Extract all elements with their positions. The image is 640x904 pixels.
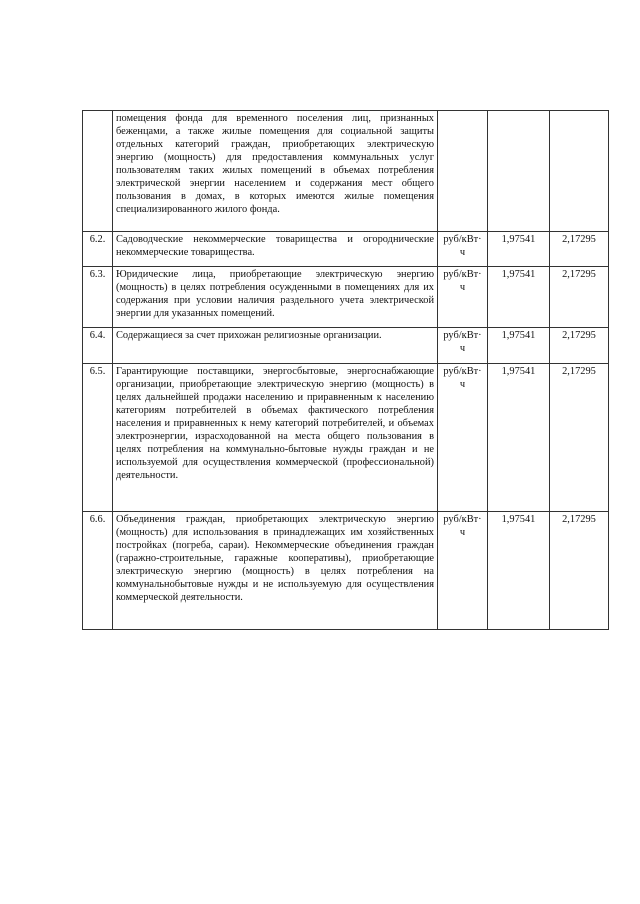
row-description: Объединения граждан, приобретающих электрическую энергию (мощность) для использования в принадлежащих им хозяйственных постройках (погреба, сараи). Некоммерческие объединения граждан (гаражно-строительные, гаражные кооперативы), приобретающие электрическую энергию (мощность) в целях потребления на коммунальнобытовые нужды и не используемую для осуществления коммерческой деятельности. (113, 512, 438, 630)
row-value-2: 2,17295 (550, 364, 609, 512)
row-number: 6.3. (83, 267, 113, 328)
row-description: Гарантирующие поставщики, энергосбытовые, энергоснабжающие организации, приобретающие электрическую энергию (мощность) в целях дальнейшей продажи населению и приравненным к населению категориям потребителей в объемах фактического потребления населения и приравненных к нему категорий потребителей, и объемах электроэнергии, израсходованной на места общего пользования в целях потребления на коммунально-бытовые нужды граждан и не используемой для осуществления коммерческой (профессиональной) деятельности. (113, 364, 438, 512)
row-unit: руб/кВт· ч (438, 267, 488, 328)
row-value-1 (488, 111, 550, 232)
row-unit: руб/кВт· ч (438, 232, 488, 267)
row-number (83, 111, 113, 232)
table-row (83, 111, 609, 232)
row-description: Содержащиеся за счет прихожан религиозные организации. (113, 328, 438, 364)
row-unit (438, 111, 488, 232)
row-unit: руб/кВт· ч (438, 364, 488, 512)
row-value-1: 1,97541 (488, 232, 550, 267)
row-value-2 (550, 111, 609, 232)
table-row (83, 232, 609, 267)
table-row (83, 267, 609, 328)
row-unit: руб/кВт· ч (438, 328, 488, 364)
row-value-1: 1,97541 (488, 364, 550, 512)
row-value-2: 2,17295 (550, 232, 609, 267)
row-value-1: 1,97541 (488, 328, 550, 364)
row-description: Юридические лица, приобретающие электрическую энергию (мощность) в целях потребления осужденными в помещениях для их содержания при условии наличия раздельного учета электрической энергии для указанных помещений. (113, 267, 438, 328)
row-number: 6.2. (83, 232, 113, 267)
row-value-2: 2,17295 (550, 267, 609, 328)
table-row (83, 512, 609, 630)
row-unit: руб/кВт· ч (438, 512, 488, 630)
row-description: помещения фонда для временного поселения лиц, признанных беженцами, а также жилые помещения для социальной защиты отдельных категорий граждан, приобретающих электрическую энергию (мощность) для предоставления коммунальных услуг пользователям таких жилых помещений в объемах потребления электрической энергии населением и содержания мест общего пользования в домах, в которых имеются жилые помещения специализированного жилого фонда. (113, 111, 438, 232)
row-number: 6.5. (83, 364, 113, 512)
tariff-table (82, 110, 609, 630)
row-value-2: 2,17295 (550, 328, 609, 364)
row-value-1: 1,97541 (488, 512, 550, 630)
row-number: 6.6. (83, 512, 113, 630)
row-description: Садоводческие некоммерческие товарищества и огороднические некоммерческие товарищества. (113, 232, 438, 267)
table-row (83, 364, 609, 512)
row-value-2: 2,17295 (550, 512, 609, 630)
row-value-1: 1,97541 (488, 267, 550, 328)
row-number: 6.4. (83, 328, 113, 364)
table-row (83, 328, 609, 364)
